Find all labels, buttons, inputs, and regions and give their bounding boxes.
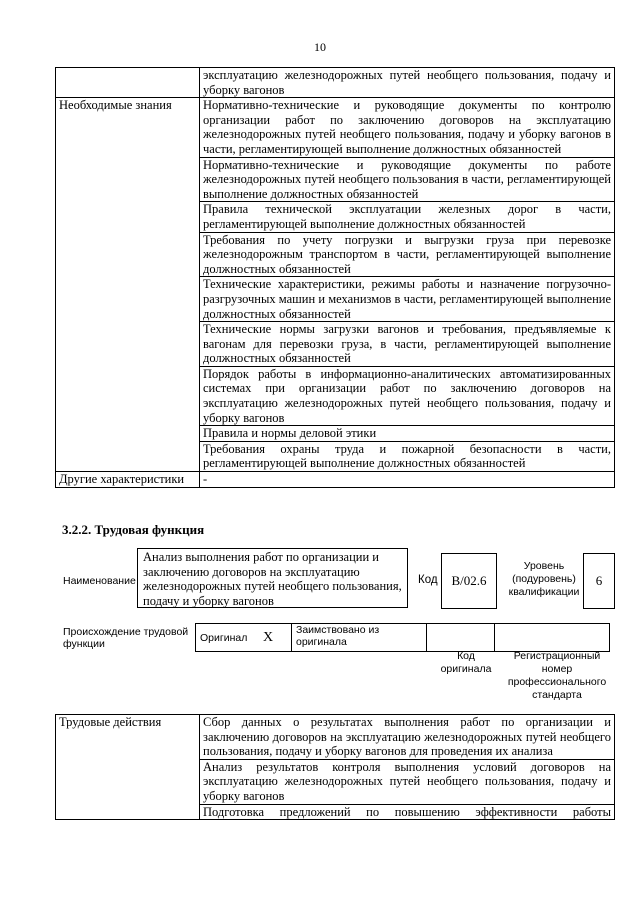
- empty-label-cell: [56, 68, 200, 98]
- actions-table: [55, 714, 615, 820]
- knowledge-table: [55, 67, 615, 488]
- action-item: Подготовка предложений по повышению эффективности работы: [200, 804, 615, 820]
- action-item: Сбор данных о результатах выполнения работ по организации и заключению договоров на эксплуатацию железнодорожных путей необщего пользования, подачу и уборку вагонов для проведения их анализа: [200, 715, 615, 760]
- actions-label: Трудовые действия: [56, 715, 200, 820]
- code-value: В/02.6: [441, 553, 497, 609]
- knowledge-item: Нормативно-технические и руководящие документы по работе железнодорожных путей необщего пользования в части, регламентирующей выполнение должностных обязанностей: [200, 157, 615, 202]
- section-title: 3.2.2. Трудовая функция: [62, 522, 205, 537]
- level-label: Уровень (подуровень) квалификации: [508, 560, 580, 598]
- original-label: Оригинал: [196, 624, 260, 652]
- page-bottom-edge: [0, 894, 640, 905]
- code-original-cell: [427, 624, 495, 652]
- other-value: -: [200, 472, 615, 488]
- reg-number-caption: Регистрационный номер профессионального стандарта: [507, 650, 607, 701]
- table-row: [196, 624, 610, 652]
- reg-number-cell: [495, 624, 610, 652]
- knowledge-item: Требования охраны труда и пожарной безопасности в части, регламентирующей выполнение должностных обязанностей: [200, 441, 615, 471]
- table-row: [56, 715, 615, 760]
- other-label: Другие характеристики: [56, 472, 200, 488]
- action-item: Анализ результатов контроля выполнения условий договоров на эксплуатацию железнодорожных путей необщего пользования, подачу и уборку вагонов: [200, 759, 615, 804]
- code-label: Код: [418, 574, 438, 586]
- level-value: 6: [583, 553, 615, 609]
- knowledge-label: Необходимые знания: [56, 98, 200, 472]
- origin-table: [195, 623, 610, 652]
- original-mark: X: [259, 624, 292, 652]
- borrowed-label: Заимствовано из оригинала: [292, 624, 427, 652]
- name-label: Наименование: [63, 575, 136, 587]
- knowledge-item: Требования по учету погрузки и выгрузки груза при перевозке железнодорожным транспортом в части, регламентирующей выполнение должностных обязанностей: [200, 232, 615, 277]
- knowledge-item: Порядок работы в информационно-аналитических автоматизированных системах при организации работ по заключению договоров на эксплуатацию железнодорожных путей необщего пользования, подачу и уборку вагонов: [200, 366, 615, 425]
- origin-label: Происхождение трудовой функции: [63, 626, 189, 650]
- function-name-box: Анализ выполнения работ по организации и заключению договоров на эксплуатацию железнодорожных путей необщего пользования, подачу и уборку вагонов: [137, 548, 408, 608]
- knowledge-item: Технические характеристики, режимы работы и назначение погрузочно-разгрузочных машин и механизмов в части, регламентирующей выполнение должностных обязанностей: [200, 277, 615, 322]
- knowledge-item: Нормативно-технические и руководящие документы по контролю организации работ по заключению договоров на эксплуатацию железнодорожных путей необщего пользования, подачу и уборку вагонов в части, регламентирующей выполнение должностных обязанностей: [200, 98, 615, 157]
- page-number: 10: [314, 40, 326, 54]
- table-row: [56, 98, 615, 157]
- continuation-cell: эксплуатацию железнодорожных путей необщего пользования, подачу и уборку вагонов: [200, 68, 615, 98]
- table-row: [56, 68, 615, 98]
- code-original-caption: Код оригинала: [440, 650, 492, 675]
- knowledge-item: Технические нормы загрузки вагонов и требования, предъявляемые к вагонам для перевозки груза, в части, регламентирующей выполнение должностных обязанностей: [200, 322, 615, 367]
- knowledge-item: Правила и нормы деловой этики: [200, 426, 615, 442]
- table-row: [56, 472, 615, 488]
- knowledge-item: Правила технической эксплуатации железных дорог в части, регламентирующей выполнение должностных обязанностей: [200, 202, 615, 232]
